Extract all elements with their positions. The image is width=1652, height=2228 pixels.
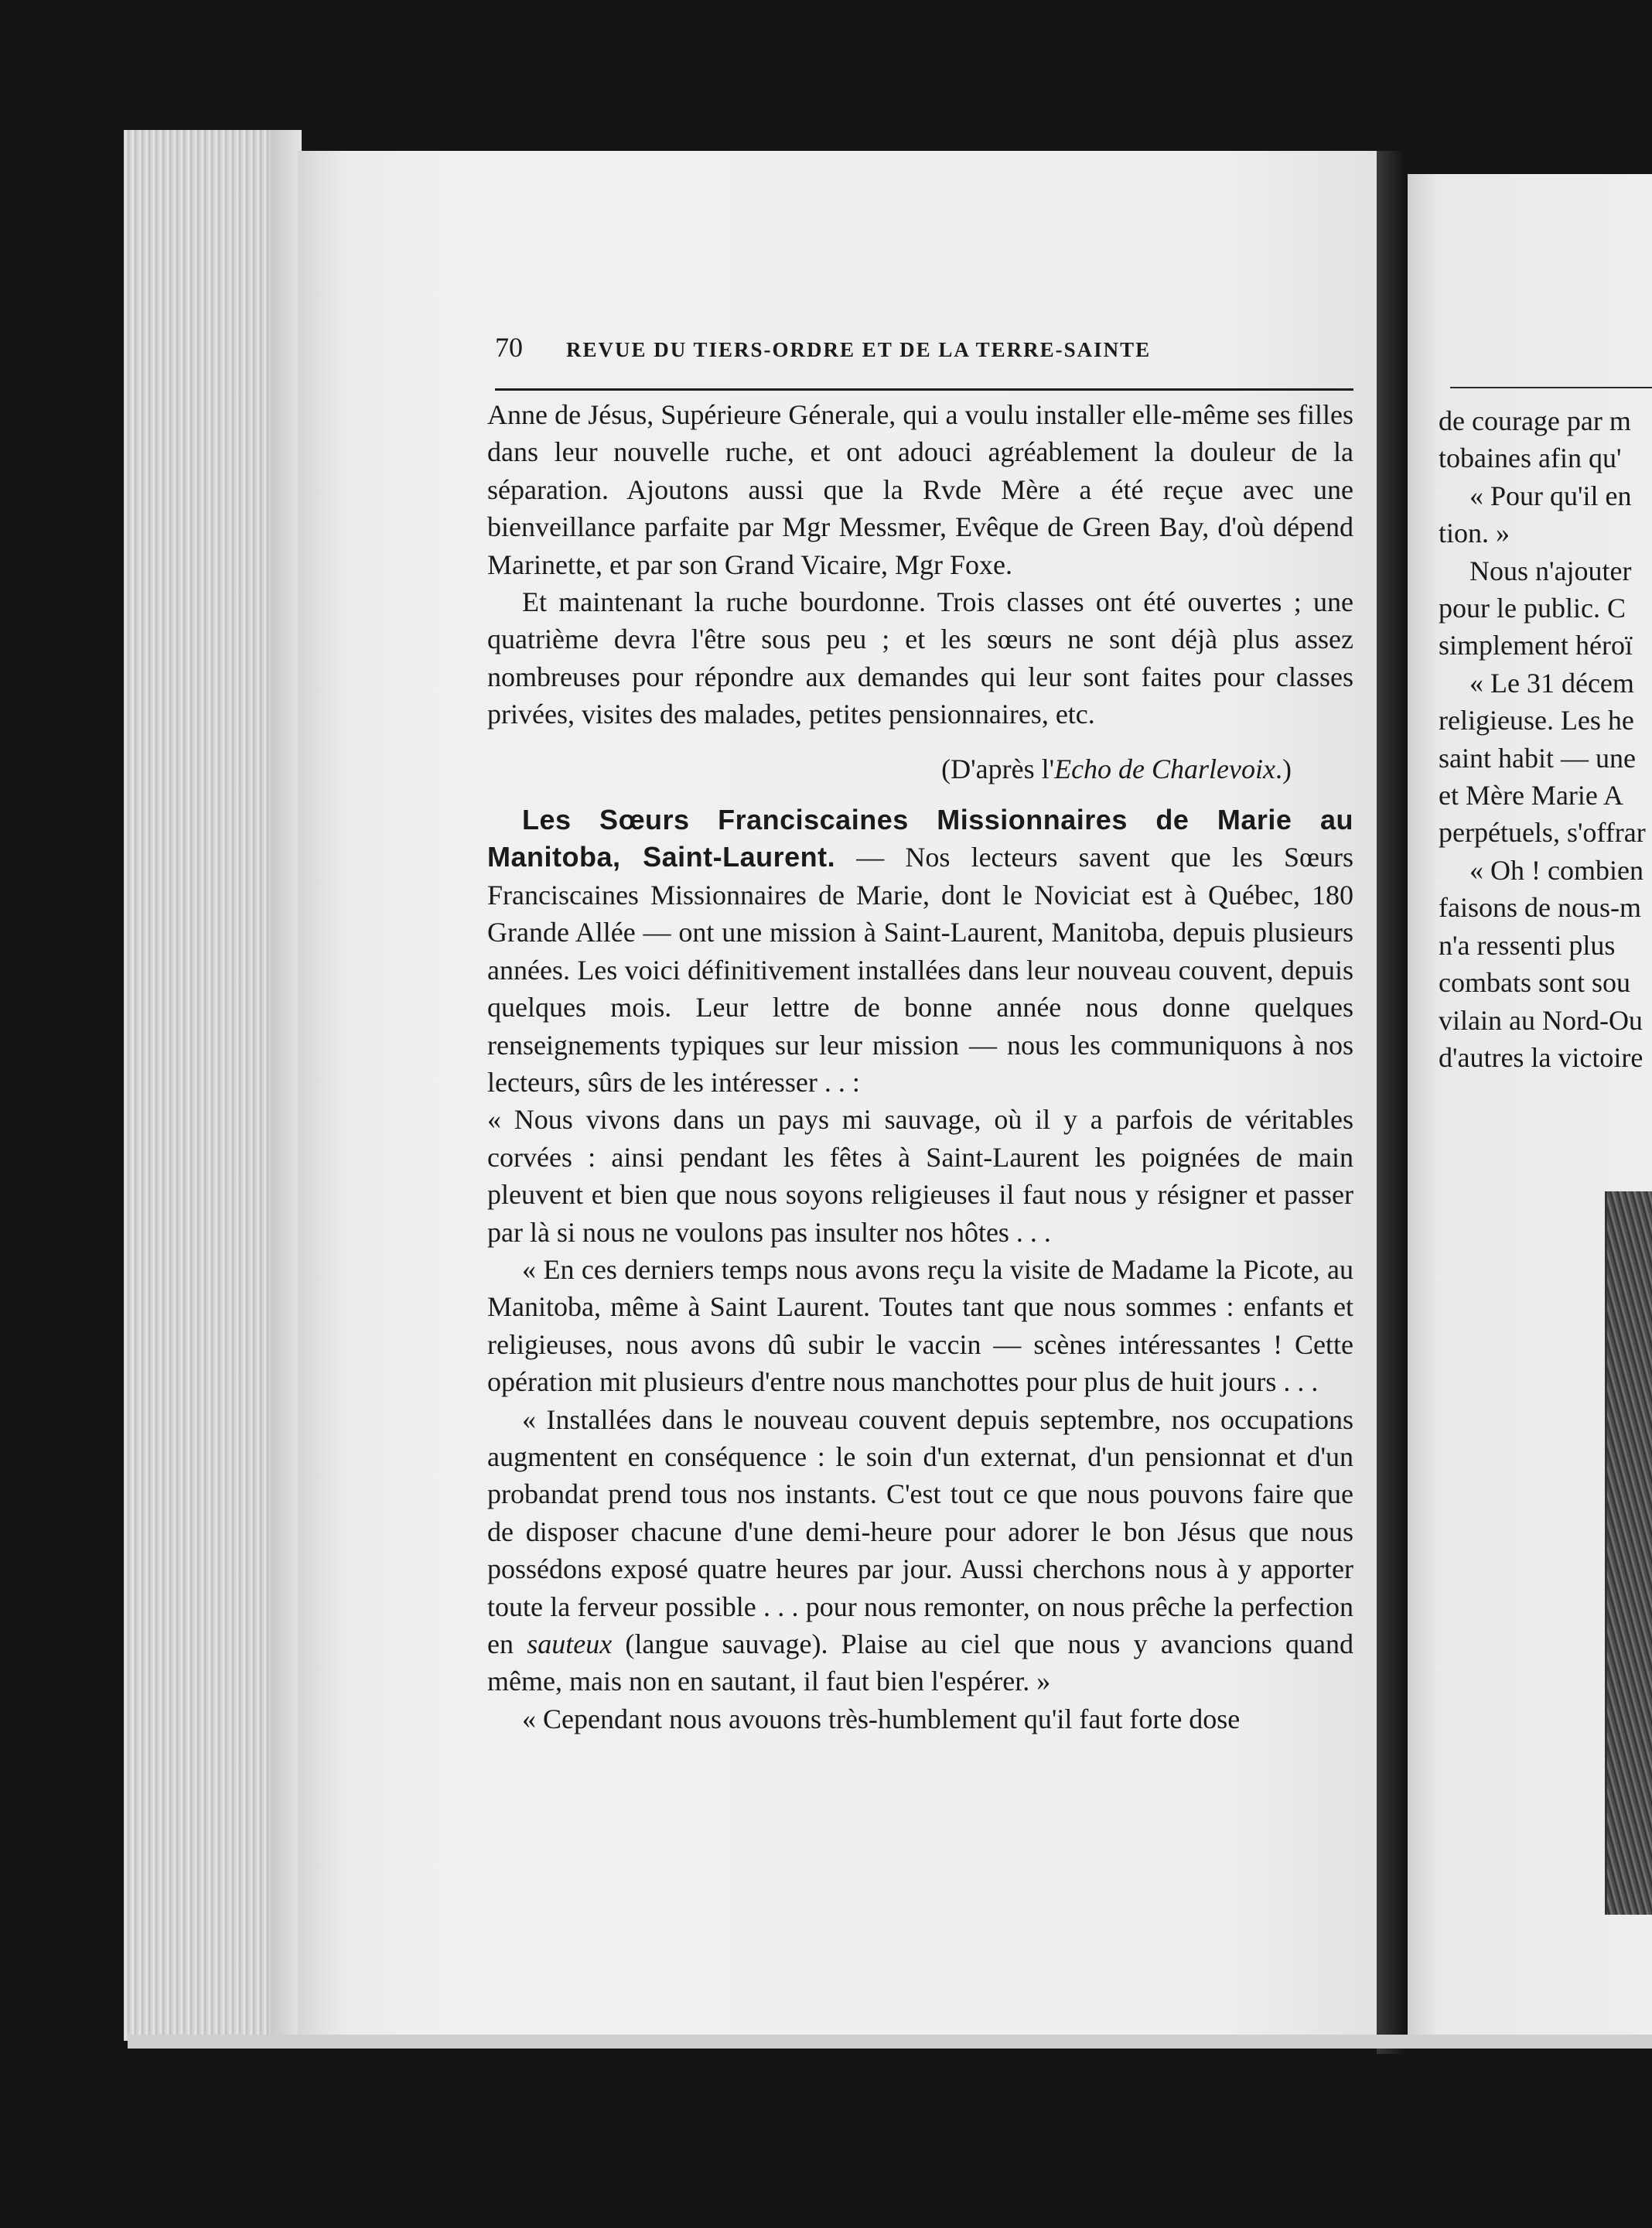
right-line: tobaines afin qu' (1439, 443, 1622, 474)
paragraph-2: Et maintenant la ruche bourdonne. Trois classes ont été ouvertes ; une quatrième devra l'être sous peu ; et les sœurs ne sont déjà plus assez nombreuses pour répondre aux demandes qui leur sont faites pour classes privées, visites des malades, petites pensionnaires, etc. (487, 586, 1353, 730)
book-bottom-edge (128, 2035, 1652, 2049)
source-attribution (487, 750, 1353, 788)
right-line: religieuse. Les he (1439, 705, 1634, 736)
right-line: faisons de nous-m (1439, 892, 1641, 924)
right-line: vilain au Nord-Ou (1439, 1004, 1643, 1036)
paragraph-5-part-a: « Installées dans le nouveau couvent depuis septembre, nos occupations augmentent en conséquence : le soin d'un externat, d'un pensionnat et d'un probandat prend tous nos instants. C'est tout ce que nous pouvons faire que de disposer chacune d'une demi-heure pour adorer le bon Jésus que nous possédons exposé quatre heures par jour. Aussi cherchons nous à y apporter toute la ferveur possible . . . pour nous remonter, on nous prêche la perfection en (487, 1403, 1353, 1659)
attribution-suffix: .) (1275, 753, 1292, 784)
right-line: Nous n'ajouter (1469, 555, 1632, 586)
paragraph-5-part-b: (langue sauvage). Plaise au ciel que nous y avancions quand même, mais non en sautant, il faut bien l'espérer. » (487, 1628, 1354, 1697)
right-line: combats sont sou (1439, 967, 1630, 999)
paragraph-5-italic: sauteux (527, 1628, 613, 1659)
right-line: simplement héroï (1439, 630, 1633, 661)
right-line: « Pour qu'il en (1469, 480, 1632, 511)
left-page-text (487, 396, 1353, 1738)
right-line: saint habit — une (1439, 742, 1636, 774)
right-line: pour le public. C (1439, 593, 1626, 624)
engraving-illustration (1605, 1191, 1652, 1915)
section-heading: Les Sœurs Franciscaines Missionnaires de Marie au Manitoba, Saint-Laurent. (487, 804, 1353, 873)
right-header-rule (1450, 387, 1652, 388)
book-gutter (1377, 151, 1408, 2054)
page-number: 70 (495, 332, 523, 363)
paragraph-4: « En ces derniers temps nous avons reçu la visite de Madame la Picote, au Manitoba, même à Saint Laurent. Toutes tant que nous sommes : enfants et religieuses, nous avons dû subir le vaccin — scènes intéressantes ! Cette opération mit plusieurs d'entre nous manchottes pour plus de huit jours . . . (487, 1253, 1353, 1398)
right-line: de courage par m (1439, 405, 1631, 436)
paragraph-6: « Cependant nous avouons très-humblement qu'il faut forte dose (522, 1703, 1241, 1734)
right-page-text (1439, 402, 1652, 1076)
running-head-title: REVUE DU TIERS-ORDRE ET DE LA TERRE-SAINTE (566, 338, 1152, 361)
right-line: perpétuels, s'offrar (1439, 817, 1646, 849)
paragraph-1: Anne de Jésus, Supérieure Génerale, qui a voulu installer elle-même ses filles dans leur nouvelle ruche, et ont adouci agréablement la douleur de la séparation. Ajoutons aussi que la Rvde Mère a été reçue avec une bienveillance parfaite par Mgr Messmer, Evêque de Green Bay, d'où dépend Marinette, et par son Grand Vicaire, Mgr Foxe. (487, 399, 1353, 580)
header-rule (495, 388, 1353, 391)
right-line: d'autres la victoire (1439, 1041, 1643, 1073)
section-intro: — Nos lecteurs savent que les Sœurs Franciscaines Missionnaires de Marie, dont le Noviciat est à Québec, 180 Grande Allée — ont une mission à Saint-Laurent, Manitoba, depuis plusieurs années. Les voici définitivement installées dans leur nouveau couvent, depuis quelques mois. Leur lettre de bonne année nous donne quelques renseignements typiques sur leur mission — nous les communiquons à nos lecteurs, sûrs de les intéresser . . : (487, 842, 1353, 1098)
right-line: tion. » (1439, 518, 1510, 549)
right-line: et Mère Marie A (1439, 780, 1623, 812)
right-line: « Le 31 décem (1469, 667, 1634, 699)
attribution-source: Echo de Charlevoix (1054, 753, 1275, 784)
paragraph-5 (487, 1401, 1353, 1700)
right-line: « Oh ! combien (1469, 854, 1643, 886)
attribution-prefix: (D'après l' (941, 753, 1055, 784)
paragraph-3: « Nous vivons dans un pays mi sauvage, où il y a parfois de véritables corvées : ainsi pendant les fêtes à Saint-Laurent les poignées de main pleuvent et bien que nous soyons religieuses il faut nous y résigner et passer par là si nous ne voulons pas insulter nos hôtes . . . (487, 1104, 1353, 1248)
section-paragraph (487, 801, 1353, 1101)
running-head (495, 331, 1353, 364)
page-edges (124, 130, 302, 2041)
right-line: n'a ressenti plus (1439, 929, 1616, 961)
